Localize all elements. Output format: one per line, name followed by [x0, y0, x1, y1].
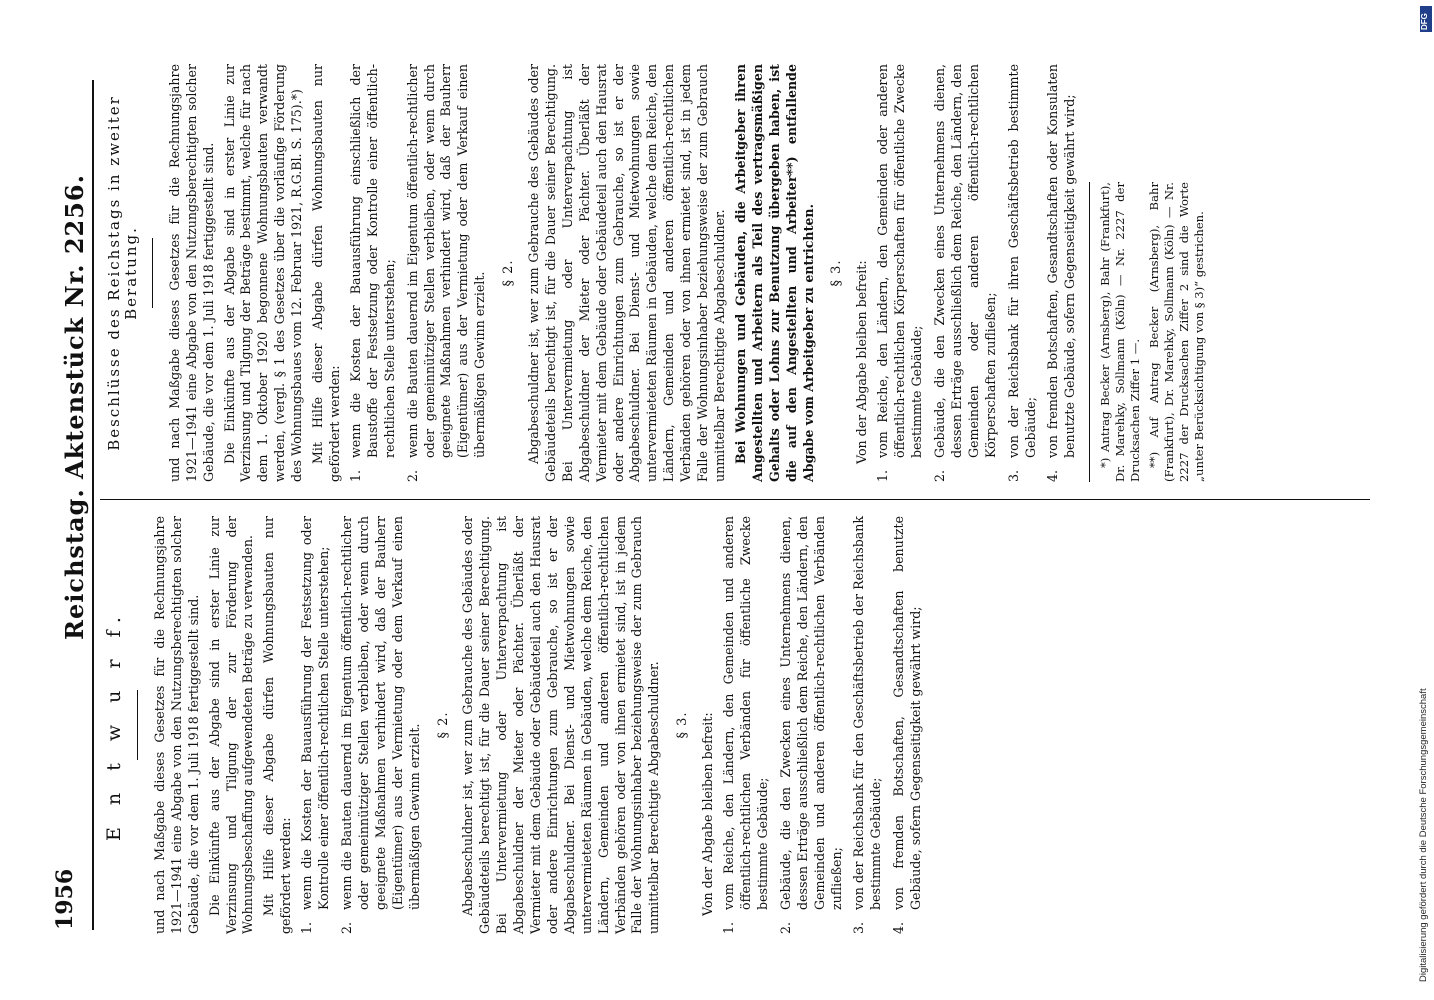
list-item [721, 516, 772, 934]
list-item [875, 64, 926, 482]
list-item [891, 516, 925, 934]
item-text: vom Reiche, den Ländern, den Gemeinden und anderen öffentlich-rechtlichen Verbänden für öffentliche Zwecke bestimmte Gebäude; [721, 516, 770, 910]
footnotes [1089, 182, 1207, 482]
item-text: vom Reiche, den Ländern, den Gemeinden oder anderen öffentlich-rechtlichen Körperschaften für öffentliche Zwecke bestimmte Gebäude; [875, 64, 925, 458]
list-item [932, 64, 1000, 482]
paragraph: und nach Maßgabe dieses Gesetzes für die Rechnungsjahre 1921—1941 eine Abgabe von den Nutzungsberechtigten solcher Gebäude, die vor dem 1. Juli 1918 fertiggestellt sind. [151, 516, 201, 934]
paragraph: Von der Abgabe bleiben befreit: [700, 712, 716, 916]
paragraph: Mit Hilfe dieser Abgabe dürfen Wohnungsbauten nur gefördert werden: [261, 516, 294, 934]
item-number: 2. [338, 921, 354, 934]
item-number: 1. [347, 469, 363, 482]
column-divider [100, 499, 1370, 500]
item-text: von der Reichsbank für ihren Geschäftsbetrieb bestimmte Gebäude; [1005, 64, 1038, 458]
item-text: Gebäude, die den Zwecken eines Unternehmens dienen, dessen Erträge ausschließlich dem Reiche, den Ländern, den Gemeinden und anderen öffentlich-rechtlichen Verbänden zufließen; [777, 516, 844, 910]
resolutions-column [100, 64, 1211, 482]
credit-text: Digitalisierung gefördert durch die Deutsche Forschungsgemeinschaft [1418, 688, 1429, 982]
paragraph: Mit Hilfe dieser Abgabe dürfen Wohnungsbauten nur gefördert werden: [310, 64, 342, 482]
list-item [299, 516, 333, 934]
item-number: 2. [404, 469, 420, 482]
section-heading: § 3. [675, 711, 691, 739]
page-number: 1956 [52, 868, 78, 930]
section-heading: § 2. [501, 259, 517, 287]
item-number: 1. [299, 921, 315, 934]
item-number: 4. [891, 921, 907, 934]
section-heading: § 3. [829, 259, 845, 287]
item-number: 2. [931, 469, 947, 482]
item-text: Gebäude, die den Zwecken eines Unternehmens dienen, dessen Erträge ausschließlich dem Reiche, den Ländern, den Gemeinden oder anderen öffentlich-rechtlichen Körperschaften zufließen; [931, 64, 998, 458]
list-item [348, 64, 399, 482]
paragraph-bold [733, 64, 818, 482]
paragraph: und nach Maßgabe dieses Gesetzes für die Rechnungsjahre 1921—1941 eine Abgabe von den Nutzungsberechtigten solcher Gebäude, die vor dem 1. Juli 1918 fertiggestellt sind. [166, 64, 216, 482]
item-text: von der Reichsbank für den Geschäftsbetrieb der Reichsbank bestimmte Gebäude; [851, 516, 884, 910]
paragraph: Die Einkünfte aus der Abgabe sind in erster Linie zur Verzinsung und Tilgung der Beträge bestimmt, welche für nach dem 1. Oktober 1920 begonnene Wohnungsbauten verwandt werden, (vergl. § 1 des Gesetzes über die vorläufige Förderung des Wohnungsbaues vom 12. Februar 1921, R.G.Bl. S. 175).*) [221, 64, 305, 482]
list-item [339, 516, 424, 934]
item-text: wenn die Kosten der Bauausführung einschließlich der Baustoffe der Festsetzung oder Kontrolle einer öffentlich-rechtlichen Stelle unterstehen; [347, 64, 397, 458]
list-item [778, 516, 846, 934]
list-item [1006, 64, 1040, 482]
draft-column [100, 516, 931, 934]
divider [152, 238, 153, 308]
footnote: *) Antrag Becker (Arnsberg), Bahr (Frankfurt), Dr. Marehky, Sollmann (Köln) — Nr. 2227 der Drucksachen Ziffer 1 —. [1098, 182, 1143, 482]
paragraph: Abgabeschuldner ist, wer zum Gebrauche des Gebäudes oder Gebäudeteils berechtigt ist, für die Dauer seiner Berechtigung. Bei Untervermietung oder Unterverpachtung ist Abgabeschuldner der Mieter oder Pächter. Überläßt der Vermieter mit dem Gebäude oder Gebäudeteil auch den Hausrat oder andere Einrichtungen zum Gebrauche, so ist er der Abgabeschuldner. Bei Dienst- und Mietwohnungen sowie untervermieteten Räumen in Gebäuden, welche dem Reiche, den Ländern, Gemeinden und anderen öffentlich-rechtlichen Verbänden gehören oder von ihnen ermietet sind, ist in jedem Falle der Wohnungsinhaber beziehungsweise der zum Gebrauch unmittelbar Berechtigte Abgabeschuldner. [460, 516, 662, 934]
item-text: von fremden Botschaften, Gesandtschaften oder Konsulaten benutzte Gebäude, sofern Gegenseitigkeit gewährt wird; [1045, 64, 1078, 458]
paragraph: Abgabeschuldner ist, wer zum Gebrauche des Gebäudes oder Gebäudeteils berechtigt ist, für die Dauer seiner Berechtigung. Bei Untervermietung oder Unterverpachtung ist Abgabeschuldner der Mieter oder Pächter. Überläßt der Vermieter mit dem Gebäude oder Gebäudeteil auch den Hausrat oder andere Einrichtungen zum Gebrauche, so ist er der Abgabeschuldner. Bei Dienst- und Mietwohnungen sowie untervermieteten Räumen in Gebäuden, welche dem Reiche, den Ländern, Gemeinden und anderen öffentlich-rechtlichen Verbänden gehören oder von ihnen ermietet sind, ist in jedem Falle der Wohnungsinhaber beziehungsweise der zum Gebrauch unmittelbar Berechtigte Abgabeschuldner. [526, 64, 727, 482]
list-item [405, 64, 490, 482]
resolutions-heading: Beschlüsse des Reichstags in zweiter Beratung. [105, 95, 140, 451]
draft-heading: E n t w u r f. [103, 609, 125, 841]
item-number: 2. [777, 921, 793, 934]
dfg-logo-text: DFG [1420, 13, 1429, 30]
bold-amendment: Bei Wohnungen und Gebäuden, die Arbeitgeber ihren Angestellten und Arbeitern als Teil des vertragsmäßigen Gehalts oder Lohns zur Benutzung übergeben haben, ist die auf den Angestellten und Arbeiter**) entfallende Abgabe vom Arbeitgeber zu entrichten. [732, 64, 816, 482]
section-heading: § 2. [435, 711, 451, 739]
item-text: wenn die Bauten dauernd im Eigentum öffentlich-rechtlicher oder gemeinnütziger Stellen verbleiben, oder wenn durch geeignete Maßnahmen verhindert wird, daß der Bauherr (Eigentümer) aus der Vermietung oder dem Verkauf einen übermäßigen Gewinn erzielt. [404, 64, 488, 458]
item-text: wenn die Kosten der Bauausführung der Festsetzung oder Kontrolle einer öffentlich-rechtlichen Stelle unterstehen; [299, 516, 332, 910]
header-rule [92, 80, 94, 930]
list-item [1045, 64, 1079, 482]
paragraph: Die Einkünfte aus der Abgabe sind in erster Linie zur Verzinsung und Tilgung der zur Förderung der Wohnungsbeschaffung aufgewendeten Beträge zu verwenden. [206, 516, 256, 934]
divider [137, 690, 138, 760]
item-number: 1. [721, 921, 737, 934]
item-text: wenn die Bauten dauernd im Eigentum öffentlich-rechtlicher oder gemeinnütziger Stellen verbleiben, oder wenn durch geeignete Maßnahmen verhindert wird, daß der Bauherr (Eigentümer) aus der Vermietung oder dem Verkauf einen übermäßigen Gewinn erzielt. [338, 516, 422, 910]
footnote: **) Auf Antrag Becker (Arnsberg), Bahr (Frankfurt), Dr. Marehky, Sollmann (Köln) — Nr. 2227 der Drucksachen Ziffer 2 sind die Worte „unter Berücksichtigung von § 3)“ gestrichen. [1147, 182, 1207, 482]
item-text: von fremden Botschaften, Gesandtschaften benutzte Gebäude, sofern Gegenseitigkeit gewährt wird; [891, 516, 924, 910]
item-number: 3. [851, 921, 867, 934]
paragraph: Von der Abgabe bleiben befreit: [854, 260, 870, 464]
item-number: 1. [875, 469, 891, 482]
digitization-credit [1418, 12, 1432, 982]
item-number: 4. [1045, 469, 1061, 482]
item-number: 3. [1005, 469, 1021, 482]
dfg-logo [1420, 6, 1432, 32]
list-item [851, 516, 885, 934]
page-title: Reichstag. Aktenstück Nr. 2256. [60, 174, 89, 640]
